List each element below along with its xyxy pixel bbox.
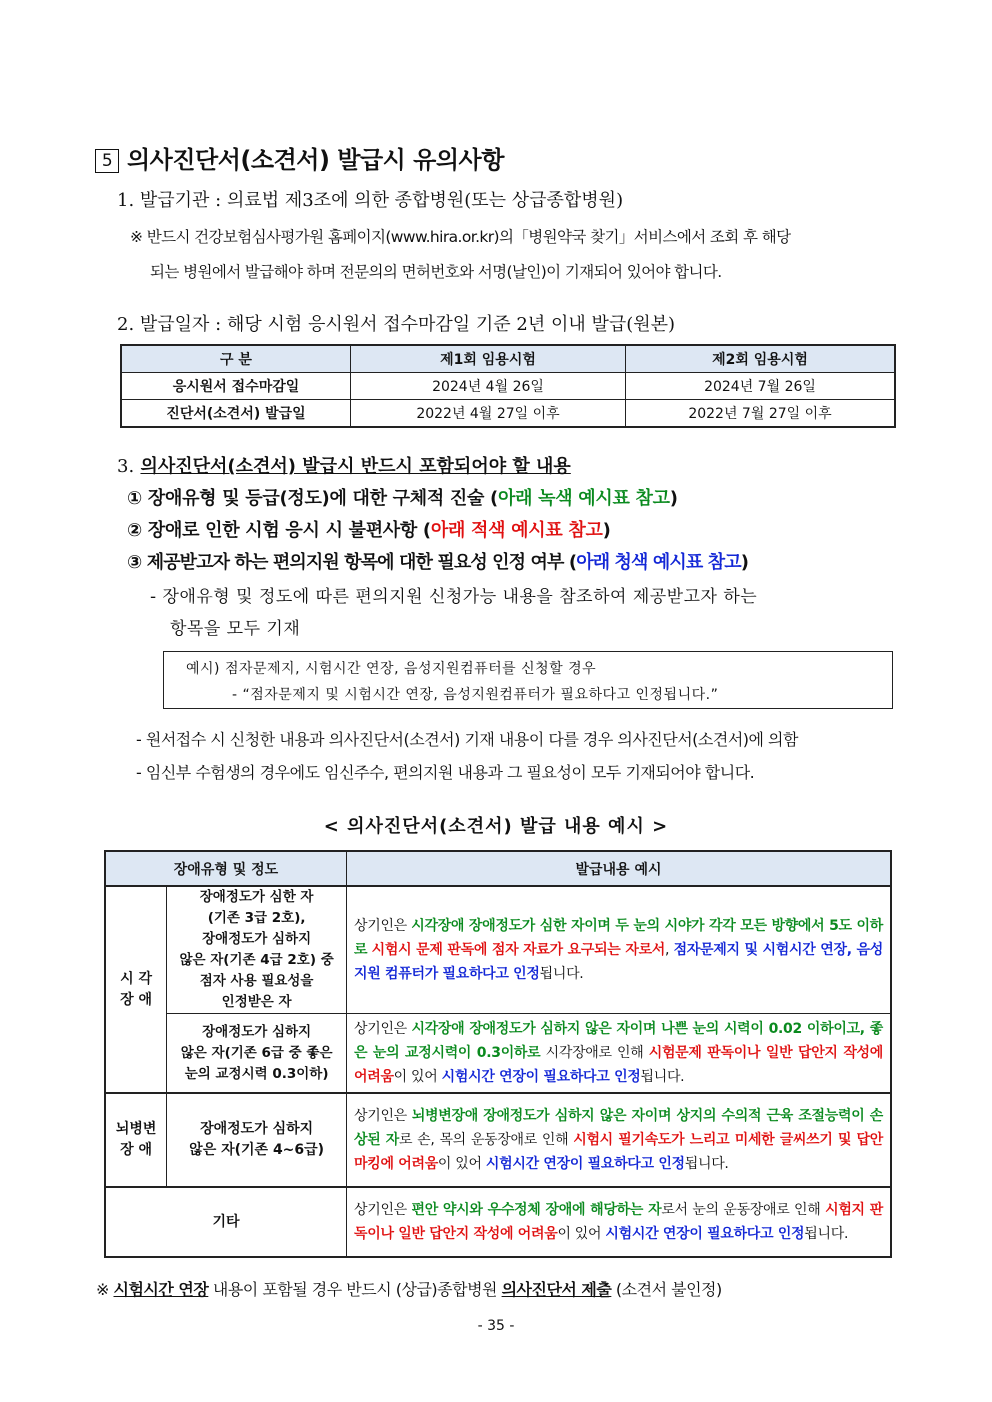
requirement-2-text: ② 장애로 인한 시험 응시 시 불편사항 ( bbox=[127, 520, 431, 541]
item1-note-line2: 되는 병원에서 발급해야 하며 전문의의 면허번호와 서명(날인)이 기재되어 있어야 합니다. bbox=[150, 263, 722, 281]
disability-type-brain: 뇌병변 장 애 bbox=[105, 1093, 167, 1187]
table-cell: 응시원서 접수마감일 bbox=[121, 373, 351, 400]
date-table bbox=[120, 344, 896, 428]
section-title: 의사진단서(소견서) 발급시 유의사항 bbox=[127, 146, 504, 174]
plain-text: 상기인은 bbox=[354, 1108, 412, 1124]
table-row bbox=[105, 1187, 891, 1257]
disability-degree: 장애정도가 심하지 않은 자(기존 4~6급) bbox=[167, 1093, 347, 1187]
plain-text: 상기인은 bbox=[354, 1021, 412, 1037]
table-cell: 2024년 7월 26일 bbox=[626, 373, 896, 400]
section-number: 5 bbox=[95, 149, 119, 173]
detail-line-1b: 항목을 모두 기재 bbox=[170, 619, 301, 639]
table-cell: 2024년 4월 26일 bbox=[351, 373, 626, 400]
footnote bbox=[96, 1277, 722, 1300]
example-table-header: 장애유형 및 정도 bbox=[105, 851, 347, 886]
disability-degree: 장애정도가 심한 자 (기존 3급 2호), 장애정도가 심하지 않은 자(기존 4급 2호) 중 점자 사용 필요성을 인정받은 자 bbox=[167, 886, 347, 1014]
plain-text: 됩니다. bbox=[640, 1069, 685, 1085]
disability-type-other: 기타 bbox=[105, 1187, 347, 1257]
item3-title bbox=[117, 452, 571, 478]
plain-text: 시각장애로 인해 bbox=[540, 1045, 649, 1061]
item3-number: 3. bbox=[117, 456, 135, 477]
example-table-header: 발급내용 예시 bbox=[347, 851, 892, 886]
table-row bbox=[121, 373, 895, 400]
footnote-mark: ※ bbox=[96, 1280, 114, 1299]
disability-degree: 장애정도가 심하지 않은 자(기존 6급 중 좋은 눈의 교정시력 0.3이하) bbox=[167, 1014, 347, 1094]
item3-title-text: 의사진단서(소견서) 발급시 반드시 포함되어야 할 내용 bbox=[140, 456, 571, 477]
table-cell: 2022년 4월 27일 이후 bbox=[351, 400, 626, 428]
table-cell: 2022년 7월 27일 이후 bbox=[626, 400, 896, 428]
highlight-green: 편안 약시와 우수정체 장애에 해당하는 자 bbox=[411, 1202, 662, 1218]
requirement-2 bbox=[127, 516, 611, 542]
requirement-3-close: ) bbox=[740, 552, 749, 573]
requirement-1-close: ) bbox=[669, 488, 678, 509]
highlight-blue: 점자문제지 및 시험시간 연장, 음성지원 컴퓨터가 필요하다고 인정 bbox=[354, 942, 883, 982]
issue-content bbox=[347, 1014, 892, 1094]
item2-title: 2. 발급일자 : 해당 시험 응시원서 접수마감일 기준 2년 이내 발급(원본) bbox=[117, 314, 676, 335]
footnote-emphasis-2: 의사진단서 제출 bbox=[501, 1280, 612, 1299]
requirement-2-highlight: 아래 적색 예시표 참고 bbox=[430, 520, 603, 541]
issue-content bbox=[347, 1093, 892, 1187]
requirement-3-highlight: 아래 청색 예시표 참고 bbox=[576, 552, 741, 573]
highlight-red: 시험시 문제 판독에 점자 자료가 요구되는 자로서 bbox=[371, 942, 666, 958]
disability-type-visual: 시 각 장 애 bbox=[105, 886, 167, 1093]
plain-text: 로서 눈의 운동장애로 인해 bbox=[661, 1202, 826, 1218]
example-table bbox=[104, 850, 892, 1258]
table-cell: 진단서(소견서) 발급일 bbox=[121, 400, 351, 428]
highlight-blue: 시험시간 연장이 필요하다고 인정 bbox=[441, 1069, 641, 1085]
example-line-2: - “점자문제지 및 시험시간 연장, 음성지원컴퓨터가 필요하다고 인정됩니다.” bbox=[232, 687, 719, 703]
example-line-1: 예시) 점자문제지, 시험시간 연장, 음성지원컴퓨터를 신청할 경우 bbox=[186, 661, 597, 677]
requirement-2-close: ) bbox=[602, 520, 611, 541]
requirement-3-text: ③ 제공받고자 하는 편의지원 항목에 대한 필요성 인정 여부 ( bbox=[127, 552, 577, 573]
requirement-3 bbox=[127, 548, 748, 574]
item1-note-line1: ※ 반드시 건강보험심사평가원 홈페이지(www.hira.or.kr)의「병원약국 찾기」서비스에서 조회 후 해당 bbox=[130, 228, 791, 246]
issue-content bbox=[347, 886, 892, 1014]
highlight-green: 시각장애 장애정도가 심한 자이며 두 눈의 시야가 각각 모든 방향에서 5도 이하로 bbox=[354, 918, 883, 958]
highlight-green: 시각장애 장애정도가 심하지 않은 자이며 나쁜 눈의 시력이 0.02 이하이고, 좋은 눈의 교정시력이 0.3이하로 bbox=[354, 1021, 883, 1061]
highlight-blue: 시험시간 연장이 필요하다고 인정 bbox=[485, 1156, 685, 1172]
footnote-text: 내용이 포함될 경우 반드시 (상급)종합병원 bbox=[208, 1280, 502, 1299]
plain-text: 됩니다. bbox=[539, 966, 584, 982]
footnote-emphasis-1: 시험시간 연장 bbox=[113, 1280, 209, 1299]
plain-text: 이 있어 bbox=[393, 1069, 442, 1085]
table-row bbox=[121, 400, 895, 428]
requirement-1-text: ① 장애유형 및 등급(정도)에 대한 구체적 진술 ( bbox=[127, 488, 498, 509]
detail-line-1a: - 장애유형 및 정도에 따른 편의지원 신청가능 내용을 참조하여 제공받고자 하는 bbox=[150, 587, 758, 607]
plain-text: 상기인은 bbox=[354, 1202, 412, 1218]
requirement-1-highlight: 아래 녹색 예시표 참고 bbox=[497, 488, 670, 509]
table-row bbox=[105, 1093, 891, 1187]
highlight-red: 시험지 판독이나 일반 답안지 작성에 어려움 bbox=[354, 1202, 883, 1242]
highlight-red: 시험시 필기속도가 느리고 미세한 글씨쓰기 및 답안마킹에 어려움 bbox=[354, 1132, 883, 1172]
item1-title: 1. 발급기관 : 의료법 제3조에 의한 종합병원(또는 상급종합병원) bbox=[117, 190, 624, 211]
detail-line-3: - 임신부 수험생의 경우에도 임신주수, 편의지원 내용과 그 필요성이 모두 기재되어야 합니다. bbox=[136, 763, 755, 782]
plain-text: 이 있어 bbox=[437, 1156, 486, 1172]
footnote-tail: (소견서 불인정) bbox=[611, 1280, 722, 1299]
plain-text: , bbox=[665, 942, 674, 958]
issue-content bbox=[347, 1187, 892, 1257]
date-table-header: 제1회 임용시험 bbox=[351, 345, 626, 373]
section-heading bbox=[95, 140, 504, 175]
example-box bbox=[163, 651, 893, 709]
date-table-header: 구 분 bbox=[121, 345, 351, 373]
highlight-red: 시험문제 판독이나 일반 답안지 작성에 어려움 bbox=[354, 1045, 883, 1085]
date-table-header: 제2회 임용시험 bbox=[626, 345, 896, 373]
highlight-green: 뇌병변장애 장애정도가 심하지 않은 자이며 상지의 수의적 근육 조절능력이 손상된 자 bbox=[354, 1108, 883, 1148]
highlight-blue: 시험시간 연장이 필요하다고 인정 bbox=[605, 1226, 805, 1242]
plain-text: 됩니다. bbox=[684, 1156, 729, 1172]
requirement-1 bbox=[127, 484, 678, 510]
plain-text: 됩니다. bbox=[804, 1226, 849, 1242]
plain-text: 이 있어 bbox=[557, 1226, 606, 1242]
table-row bbox=[105, 886, 891, 1014]
detail-line-2: - 원서접수 시 신청한 내용과 의사진단서(소견서) 기재 내용이 다를 경우 의사진단서(소견서)에 의함 bbox=[136, 730, 798, 749]
page-number: - 35 - bbox=[477, 1318, 515, 1334]
plain-text: 로 손, 목의 운동장애로 인해 bbox=[399, 1132, 574, 1148]
example-table-caption: < 의사진단서(소견서) 발급 내용 예시 > bbox=[323, 816, 669, 837]
table-row bbox=[105, 1014, 891, 1094]
plain-text: 상기인은 bbox=[354, 918, 412, 934]
